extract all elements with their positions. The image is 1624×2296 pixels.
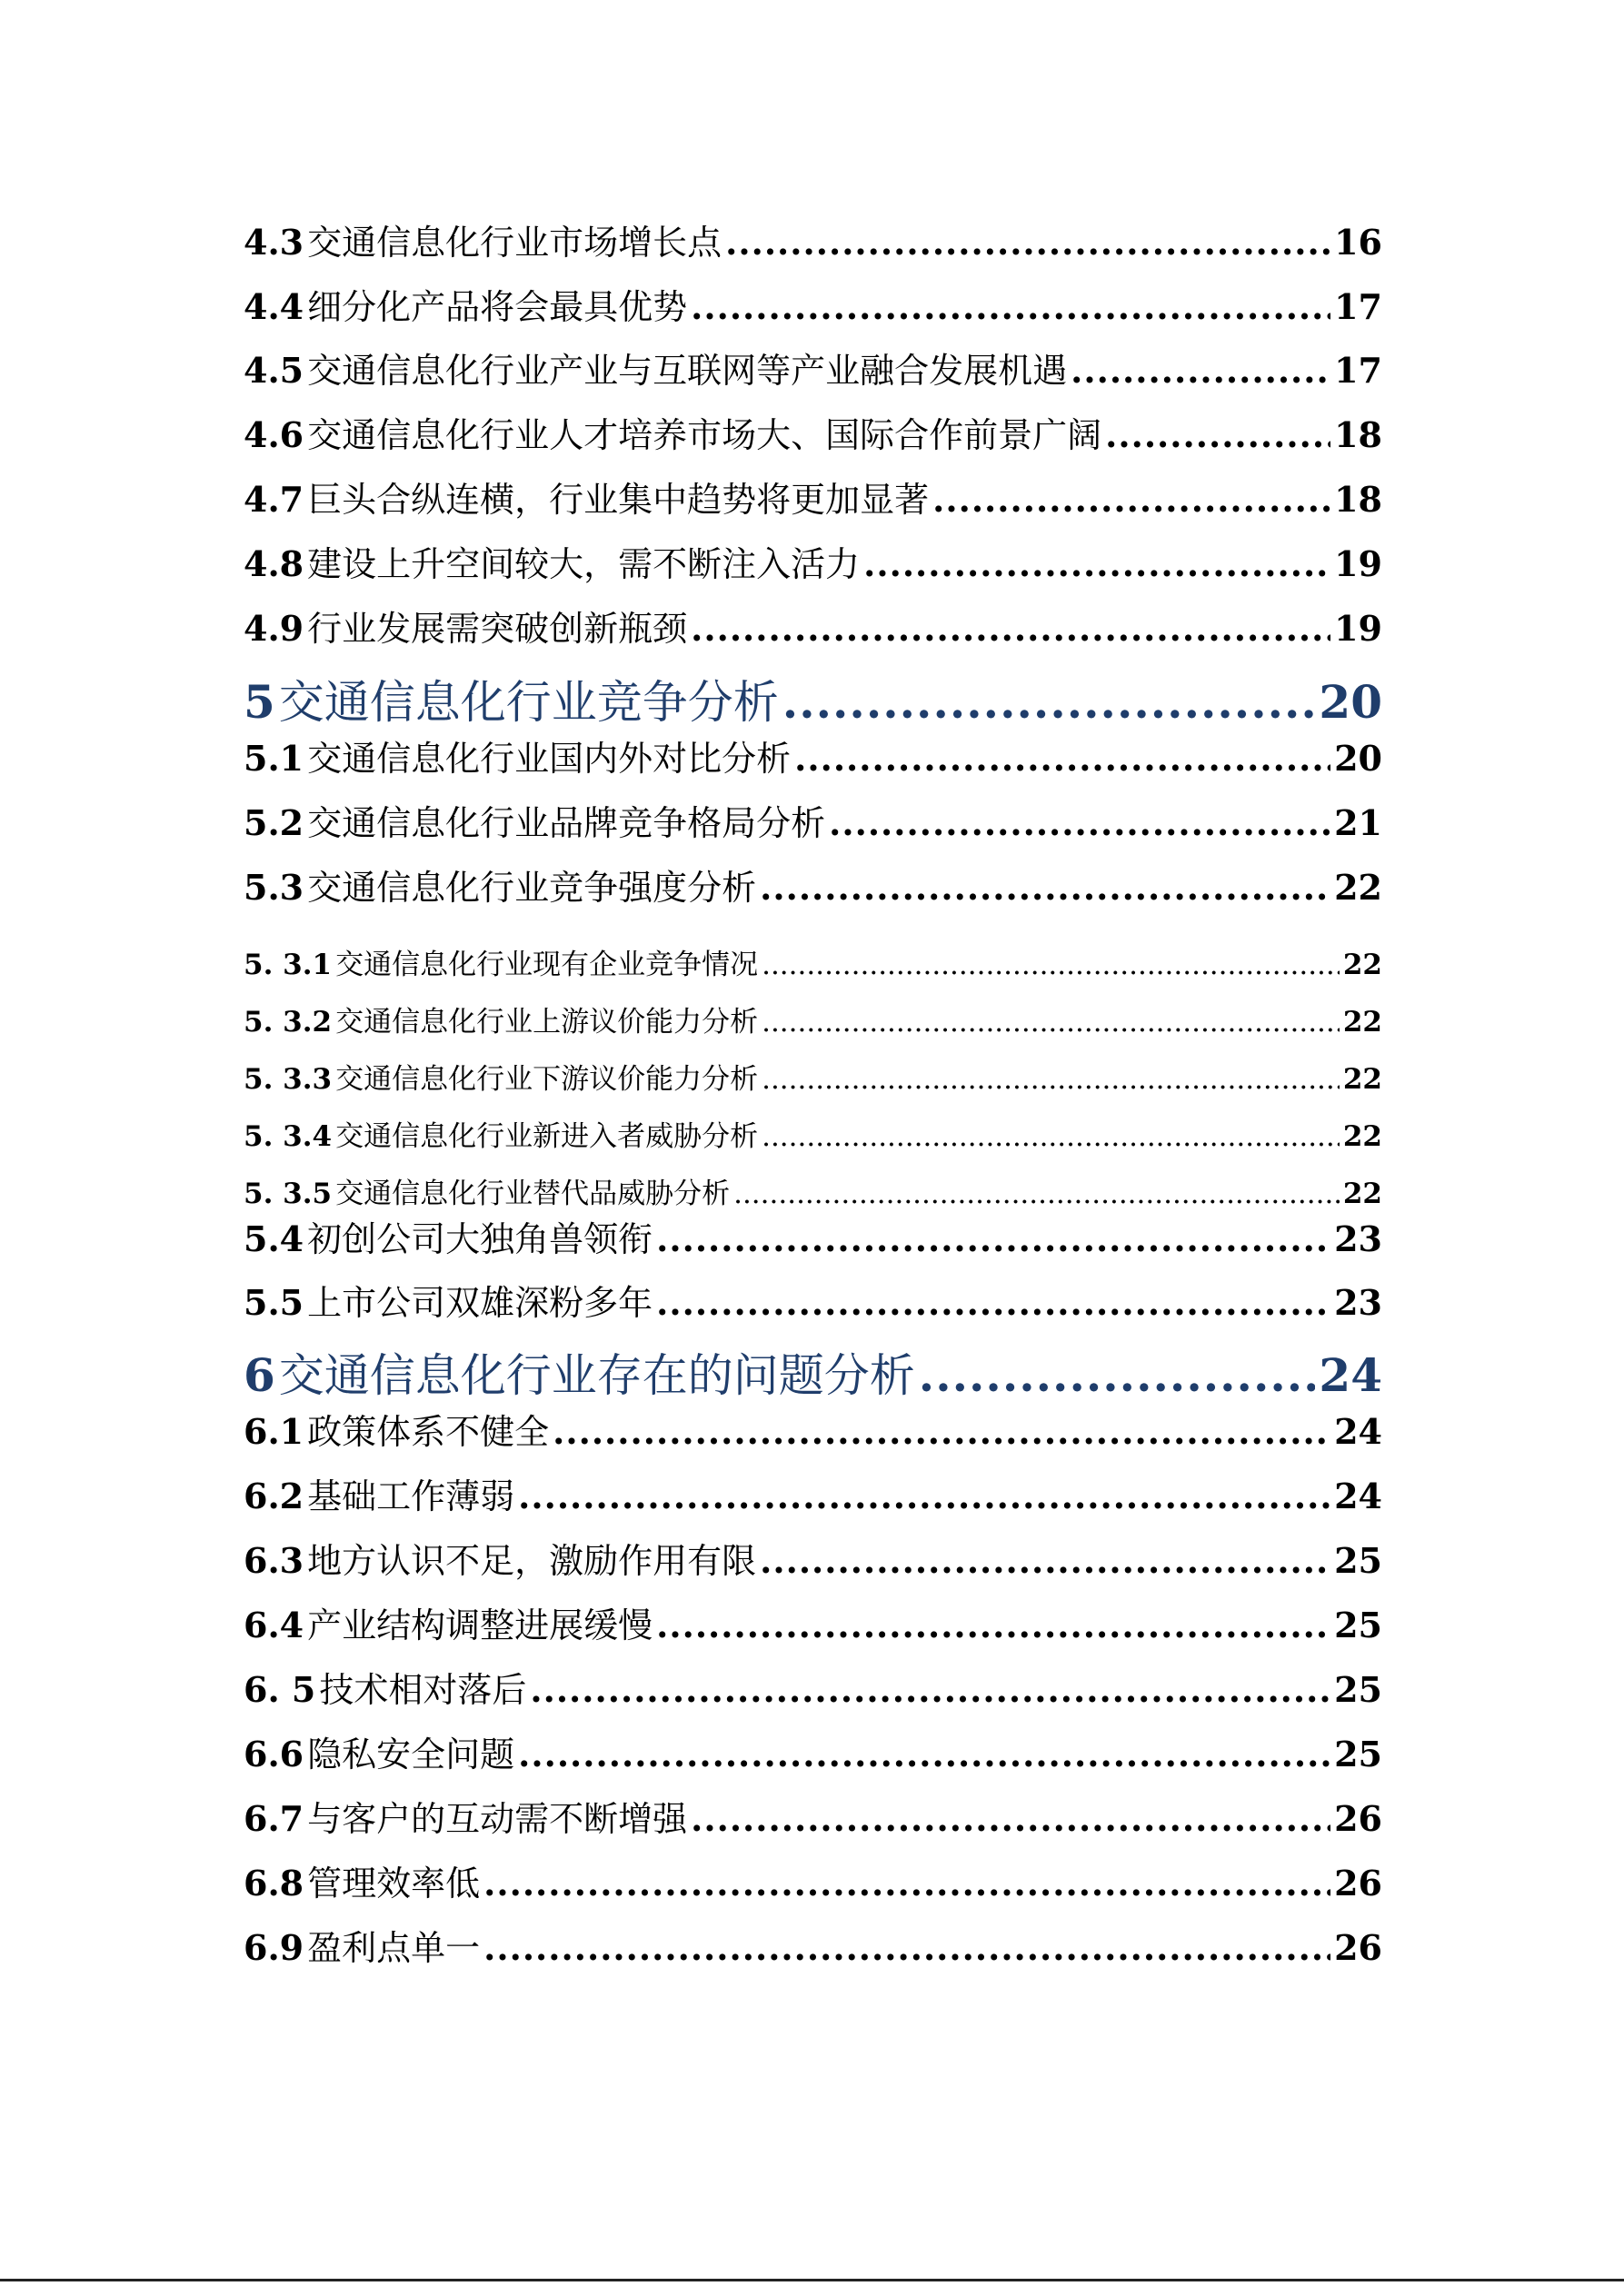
toc-entry-title: 技术相对落后 xyxy=(319,1670,527,1710)
toc-entry-6-4[interactable] xyxy=(244,1597,1382,1647)
dot-leader xyxy=(794,738,1330,779)
toc-entry-page: 21 xyxy=(1334,802,1382,843)
toc-entry-number: 5.1 xyxy=(244,738,304,779)
toc-entry-number: 4.5 xyxy=(244,350,304,391)
dot-leader xyxy=(691,286,1330,327)
toc-entry-number: 5.2 xyxy=(244,802,304,843)
toc-entry-page: 24 xyxy=(1319,1348,1382,1402)
toc-entry-4-5[interactable] xyxy=(244,343,1382,393)
toc-entry-title: 交通信息化行业上游议价能力分析 xyxy=(335,1006,759,1039)
dot-leader xyxy=(656,1218,1330,1259)
toc-entry-4-7[interactable] xyxy=(244,472,1382,522)
toc-entry-5-3[interactable] xyxy=(244,860,1382,909)
dot-leader xyxy=(932,479,1330,520)
toc-entry-number: 5. 3.3 xyxy=(244,1063,333,1096)
toc-entry-title: 交通信息化行业竞争强度分析 xyxy=(307,868,757,908)
toc-entry-title: 交通信息化行业现有企业竞争情况 xyxy=(335,949,759,981)
toc-entry-6-7[interactable] xyxy=(244,1791,1382,1841)
toc-entry-6-9[interactable] xyxy=(244,1920,1382,1970)
toc-entry-5-1[interactable] xyxy=(244,731,1382,780)
toc-entry-title: 交通信息化行业国内外对比分析 xyxy=(307,739,792,779)
toc-entry-title: 隐私安全问题 xyxy=(307,1734,515,1774)
toc-entry-page: 22 xyxy=(1342,949,1382,981)
dot-leader xyxy=(553,1411,1330,1452)
toc-entry-number: 4.6 xyxy=(244,414,304,455)
toc-entry-page: 20 xyxy=(1319,675,1382,729)
toc-entry-5-5[interactable] xyxy=(244,1275,1382,1325)
toc-entry-title: 地方认识不足，激励作用有限 xyxy=(307,1541,757,1581)
toc-entry-page: 22 xyxy=(1342,1120,1382,1153)
toc-entry-number: 5.3 xyxy=(244,867,304,908)
toc-entry-title: 建设上升空间较大，需不断注入活力 xyxy=(307,544,861,584)
toc-entry-page: 16 xyxy=(1334,222,1382,263)
toc-entry-5-3-5[interactable] xyxy=(244,1170,1382,1211)
dot-leader xyxy=(691,1798,1330,1839)
toc-entry-page: 25 xyxy=(1334,1669,1382,1710)
dot-leader xyxy=(782,675,1316,729)
toc-entry-number: 5 xyxy=(244,675,275,729)
toc-entry-number: 5. 3.1 xyxy=(244,949,333,981)
dot-leader xyxy=(483,1927,1330,1968)
toc-entry-number: 5.4 xyxy=(244,1218,304,1259)
toc-entry-6-2[interactable] xyxy=(244,1468,1382,1518)
toc-entry-title: 交通信息化行业新进入者威胁分析 xyxy=(335,1120,759,1153)
dot-leader xyxy=(691,608,1330,649)
toc-entry-title: 交通信息化行业替代品威胁分析 xyxy=(335,1178,731,1210)
toc-entry-title: 交通信息化行业存在的问题分析 xyxy=(278,1349,915,1402)
toc-entry-title: 管理效率低 xyxy=(307,1864,481,1903)
toc-entry-6-3[interactable] xyxy=(244,1533,1382,1583)
dot-leader xyxy=(656,1605,1330,1645)
toc-entry-title: 政策体系不健全 xyxy=(307,1412,550,1452)
toc-entry-title: 交通信息化行业市场增长点 xyxy=(307,223,722,263)
dot-leader xyxy=(863,543,1330,584)
toc-entry-number: 4.9 xyxy=(244,608,304,649)
dot-leader xyxy=(760,867,1330,908)
toc-entry-number: 6.3 xyxy=(244,1540,304,1581)
toc-entry-5-3-3[interactable] xyxy=(244,1056,1382,1097)
dot-leader xyxy=(762,949,1340,981)
toc-entry-6-5[interactable] xyxy=(244,1662,1382,1712)
toc-entry-5-3-2[interactable] xyxy=(244,999,1382,1039)
toc-entry-number: 5. 3.4 xyxy=(244,1120,333,1153)
toc-entry-4-4[interactable] xyxy=(244,279,1382,329)
toc-entry-page: 20 xyxy=(1334,738,1382,779)
toc-entry-page: 26 xyxy=(1334,1798,1382,1839)
toc-entry-page: 23 xyxy=(1334,1218,1382,1259)
toc-entry-page: 18 xyxy=(1334,479,1382,520)
toc-entry-page: 24 xyxy=(1334,1411,1382,1452)
toc-entry-title: 巨头合纵连横，行业集中趋势将更加显著 xyxy=(307,480,930,520)
toc-entry-5-3-1[interactable] xyxy=(244,941,1382,982)
toc-entry-title: 基础工作薄弱 xyxy=(307,1476,515,1516)
toc-entry-number: 6.6 xyxy=(244,1734,304,1774)
toc-entry-number: 6.8 xyxy=(244,1863,304,1903)
toc-entry-page: 22 xyxy=(1342,1178,1382,1210)
toc-entry-page: 22 xyxy=(1334,867,1382,908)
toc-entry-5-3-4[interactable] xyxy=(244,1113,1382,1154)
toc-entry-number: 5. 3.5 xyxy=(244,1178,333,1210)
toc-entry-page: 17 xyxy=(1334,350,1382,391)
toc-entry-title: 行业发展需突破创新瓶颈 xyxy=(307,609,688,649)
toc-entry-5-4[interactable] xyxy=(244,1211,1382,1261)
toc-entry-number: 4.3 xyxy=(244,222,304,263)
dot-leader xyxy=(829,802,1330,843)
toc-entry-title: 与客户的互动需不断增强 xyxy=(307,1799,688,1839)
toc-entry-4-3[interactable] xyxy=(244,214,1382,264)
toc-entry-title: 细分化产品将会最具优势 xyxy=(307,287,688,327)
toc-entry-title: 产业结构调整进展缓慢 xyxy=(307,1605,653,1645)
dot-leader xyxy=(656,1282,1330,1323)
toc-entry-page: 23 xyxy=(1334,1282,1382,1323)
toc-entry-title: 交通信息化行业品牌竞争格局分析 xyxy=(307,803,826,843)
dot-leader xyxy=(919,1348,1316,1402)
toc-entry-page: 24 xyxy=(1334,1476,1382,1516)
toc-entry-number: 6.1 xyxy=(244,1411,304,1452)
dot-leader xyxy=(483,1863,1330,1903)
toc-entry-title: 初创公司大独角兽领衔 xyxy=(307,1219,653,1259)
toc-entry-page: 26 xyxy=(1334,1863,1382,1903)
toc-entry-page: 25 xyxy=(1334,1540,1382,1581)
dot-leader xyxy=(733,1178,1340,1210)
toc-entry-title: 上市公司双雄深粉多年 xyxy=(307,1283,653,1323)
toc-entry-6-1[interactable] xyxy=(244,1404,1382,1454)
toc-entry-page: 22 xyxy=(1342,1006,1382,1039)
toc-entry-number: 6. 5 xyxy=(244,1669,316,1710)
dot-leader xyxy=(725,222,1330,263)
toc-entry-number: 4.7 xyxy=(244,479,304,520)
toc-entry-number: 6.9 xyxy=(244,1927,304,1968)
toc-entry-page: 18 xyxy=(1334,414,1382,455)
toc-entry-page: 19 xyxy=(1334,608,1382,649)
dot-leader xyxy=(518,1476,1330,1516)
toc-entry-number: 5.5 xyxy=(244,1282,304,1323)
toc-chapter-5[interactable] xyxy=(244,666,1382,731)
dot-leader xyxy=(762,1006,1340,1039)
toc-entry-page: 19 xyxy=(1334,543,1382,584)
toc-entry-4-9[interactable] xyxy=(244,601,1382,651)
toc-entry-number: 5. 3.2 xyxy=(244,1006,333,1039)
toc-entry-page: 22 xyxy=(1342,1063,1382,1096)
toc-entry-4-6[interactable] xyxy=(244,407,1382,457)
toc-entry-page: 25 xyxy=(1334,1734,1382,1774)
toc-entry-number: 6.4 xyxy=(244,1605,304,1645)
toc-entry-number: 6.2 xyxy=(244,1476,304,1516)
toc-entry-title: 交通信息化行业竞争分析 xyxy=(278,676,779,729)
toc-entry-5-2[interactable] xyxy=(244,795,1382,845)
toc-entry-number: 6 xyxy=(244,1348,275,1402)
toc-entry-number: 4.8 xyxy=(244,543,304,584)
toc-entry-title: 交通信息化行业下游议价能力分析 xyxy=(335,1063,759,1096)
dot-leader xyxy=(762,1063,1340,1096)
dot-leader xyxy=(1105,414,1330,455)
dot-leader xyxy=(762,1120,1340,1153)
toc-entry-page: 25 xyxy=(1334,1605,1382,1645)
toc-entry-6-8[interactable] xyxy=(244,1855,1382,1905)
toc-entry-page: 17 xyxy=(1334,286,1382,327)
dot-leader xyxy=(518,1734,1330,1774)
toc-entry-number: 4.4 xyxy=(244,286,304,327)
dot-leader xyxy=(530,1669,1330,1710)
toc-entry-title: 交通信息化行业产业与互联网等产业融合发展机遇 xyxy=(307,351,1068,391)
dot-leader xyxy=(760,1540,1330,1581)
toc-chapter-6[interactable] xyxy=(244,1339,1382,1405)
toc-entry-4-8[interactable] xyxy=(244,536,1382,586)
toc-entry-title: 盈利点单一 xyxy=(307,1928,481,1968)
toc-entry-page: 26 xyxy=(1334,1927,1382,1968)
page-bottom-border xyxy=(0,2279,1624,2281)
toc-entry-6-6[interactable] xyxy=(244,1726,1382,1776)
toc-entry-title: 交通信息化行业人才培养市场大、国际合作前景广阔 xyxy=(307,415,1102,455)
toc-entry-number: 6.7 xyxy=(244,1798,304,1839)
dot-leader xyxy=(1071,350,1330,391)
